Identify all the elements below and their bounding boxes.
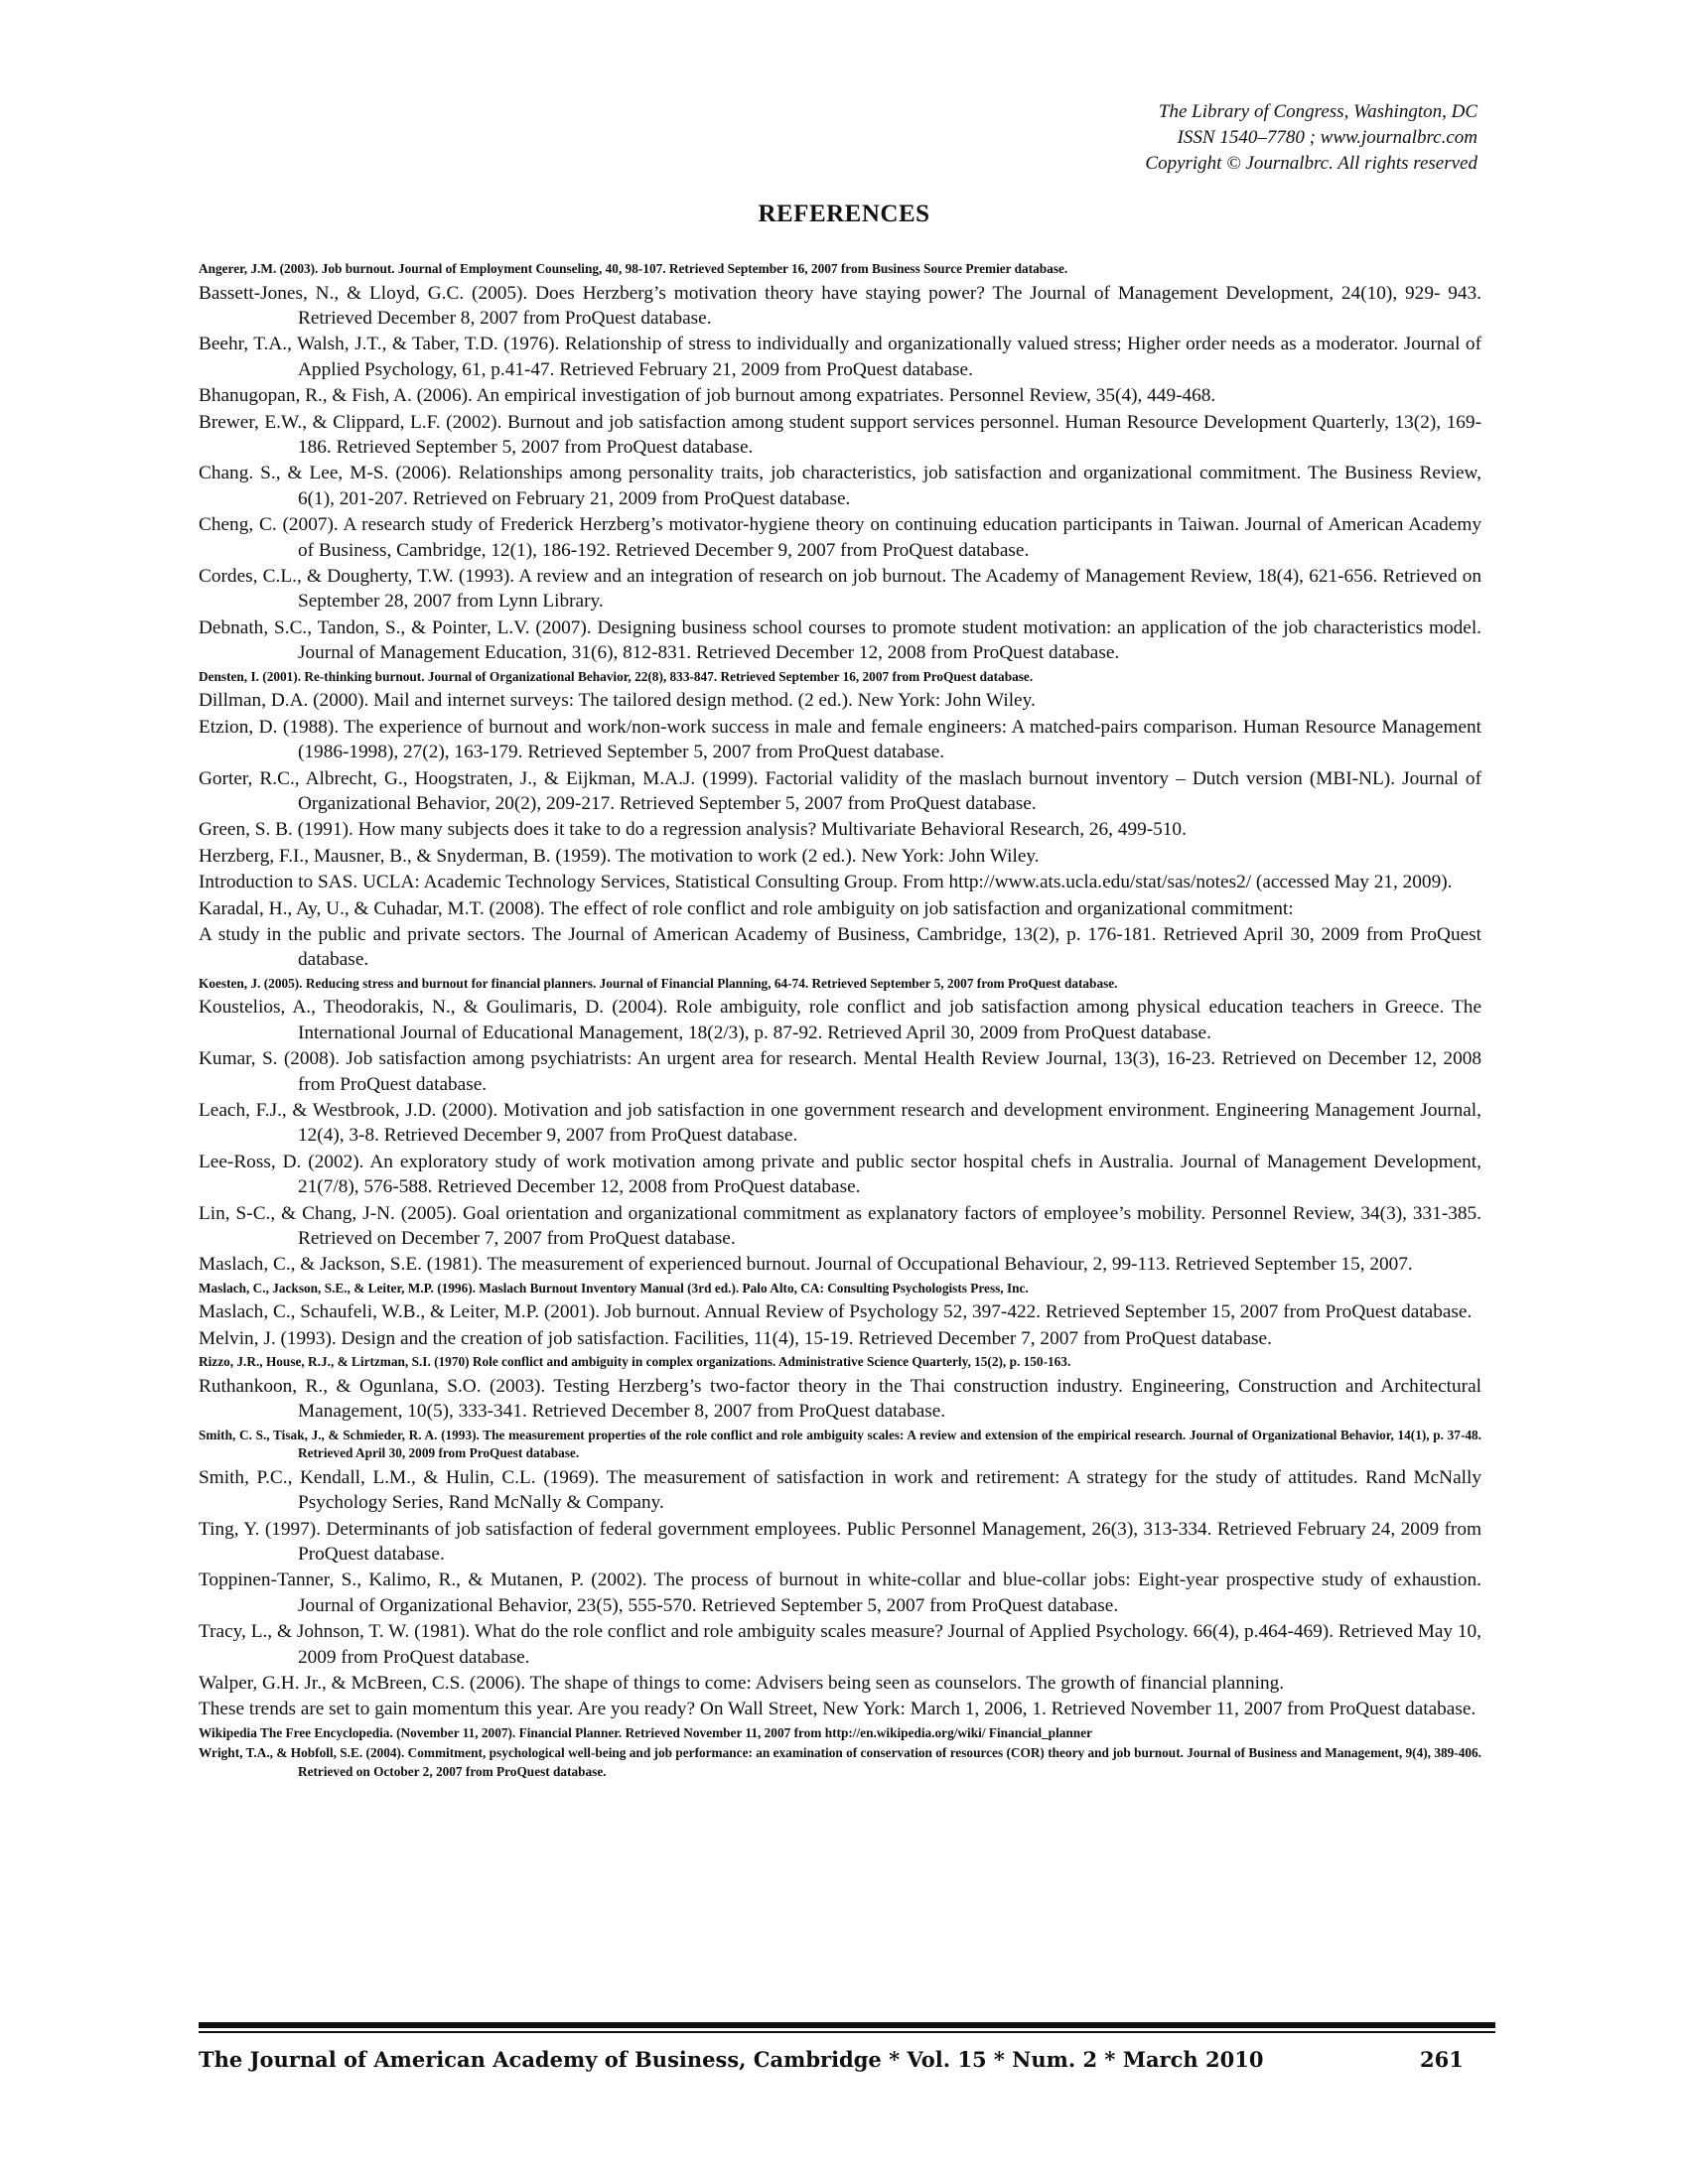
reference-entry: Gorter, R.C., Albrecht, G., Hoogstraten, J., & Eijkman, M.A.J. (1999). Factorial validity of the maslach burnout inventory – Dutch version (MBI-NL). Journal of Organizational Behavior, 20(2), 209-217. Retrieved September 5, 2007 from ProQuest database. <box>199 767 1481 814</box>
reference-entry: Lee-Ross, D. (2002). An exploratory study of work motivation among private and public sector hospital chefs in Australia. Journal of Management Development, 21(7/8), 576-588. Retrieved December 12, 2008 from ProQuest database. <box>199 1151 1481 1198</box>
reference-entry: Wright, T.A., & Hobfoll, S.E. (2004). Commitment, psychological well-being and job performance: an examination of conservation of resources (COR) theory and job burnout. Journal of Business and Management, 9(4), 389-406. Retrieved on October 2, 2007 from ProQuest database. <box>199 1745 1481 1780</box>
footer-rule-thin <box>199 2031 1495 2033</box>
header-library-line: The Library of Congress, Washington, DC <box>1158 101 1477 122</box>
reference-entry: Bhanugopan, R., & Fish, A. (2006). An empirical investigation of job burnout among expatriates. Personnel Review, 35(4), 449-468. <box>199 385 1216 407</box>
reference-entry: Koesten, J. (2005). Reducing stress and burnout for financial planners. Journal of Financial Planning, 64-74. Retrieved September 5, 2007 from ProQuest database. <box>199 975 1118 991</box>
reference-entry: Chang. S., & Lee, M-S. (2006). Relationships among personality traits, job characteristics, job satisfaction and organizational commitment. The Business Review, 6(1), 201-207. Retrieved on February 21, 2009 from ProQuest database. <box>199 463 1481 509</box>
reference-entry: Tracy, L., & Johnson, T. W. (1981). What do the role conflict and role ambiguity scales measure? Journal of Applied Psychology. 66(4), p.464-469). Retrieved May 10, 2009 from ProQuest database. <box>199 1621 1481 1668</box>
reference-entry: Koustelios, A., Theodorakis, N., & Goulimaris, D. (2004). Role ambiguity, role conflict and job satisfaction among physical education teachers in Greece. The International Journal of Educational Management, 18(2/3), p. 87-92. Retrieved April 30, 2009 from ProQuest database. <box>199 997 1481 1043</box>
reference-entry: Etzion, D. (1988). The experience of burnout and work/non-work success in male and female engineers: A matched-pairs comparison. Human Resource Management (1986-1998), 27(2), 163-179. Retrieved September 5, 2007 from ProQuest database. <box>199 716 1481 763</box>
reference-entry: Bassett-Jones, N., & Lloyd, G.C. (2005). Does Herzberg’s motivation theory have staying power? The Journal of Management Development, 24(10), 929- 943. Retrieved December 8, 2007 from ProQuest database. <box>199 282 1481 329</box>
reference-entry: Karadal, H., Ay, U., & Cuhadar, M.T. (2008). The effect of role conflict and role ambiguity on job satisfaction and organizational commitment: <box>199 897 1294 919</box>
reference-entry: Green, S. B. (1991). How many subjects does it take to do a regression analysis? Multivariate Behavioral Research, 26, 499-510. <box>199 819 1187 841</box>
reference-entry: Smith, C. S., Tisak, J., & Schmieder, R. A. (1993). The measurement properties of the role conflict and role ambiguity scales: A review and extension of the empirical research. Journal of Organizational Behavior, 14(1), p. 37-48. Retrieved April 30, 2009 from ProQuest database. <box>199 1427 1481 1461</box>
footer-rule-thick <box>199 2022 1495 2028</box>
reference-entry: Densten, I. (2001). Re-thinking burnout. Journal of Organizational Behavior, 22(8), 833-847. Retrieved September 16, 2007 from ProQuest database. <box>199 668 1034 684</box>
reference-entry: Herzberg, F.I., Mausner, B., & Snyderman, B. (1959). The motivation to work (2 ed.). New York: John Wiley. <box>199 845 1040 867</box>
reference-entry: Maslach, C., Jackson, S.E., & Leiter, M.P. (1996). Maslach Burnout Inventory Manual (3rd ed.). Palo Alto, CA: Consulting Psychologists Press, Inc. <box>199 1280 1029 1296</box>
reference-entry: Leach, F.J., & Westbrook, J.D. (2000). Motivation and job satisfaction in one government research and development environment. Engineering Management Journal, 12(4), 3-8. Retrieved December 9, 2007 from ProQuest database. <box>199 1099 1481 1147</box>
reference-entry: Smith, P.C., Kendall, L.M., & Hulin, C.L. (1969). The measurement of satisfaction in work and retirement: A strategy for the study of attitudes. Rand McNally Psychology Series, Rand McNally & Company. <box>199 1466 1481 1514</box>
header-issn-line: ISSN 1540–7780 ; www.journalbrc.com <box>1177 127 1477 148</box>
page-header <box>1145 99 1477 177</box>
reference-entry: Ruthankoon, R., & Ogunlana, S.O. (2003). Testing Herzberg’s two-factor theory in the Thai construction industry. Engineering, Construction and Architectural Management, 10(5), 333-341. Retrieved December 8, 2007 from ProQuest database. <box>199 1375 1481 1423</box>
reference-entry: Maslach, C., & Jackson, S.E. (1981). The measurement of experienced burnout. Journal of Occupational Behaviour, 2, 99-113. Retrieved September 15, 2007. <box>199 1254 1413 1276</box>
footer-journal-citation: The Journal of American Academy of Business, Cambridge * Vol. 15 * Num. 2 * March 2010 <box>199 2047 1264 2072</box>
reference-entry: Lin, S-C., & Chang, J-N. (2005). Goal orientation and organizational commitment as explanatory factors of employee’s mobility. Personnel Review, 34(3), 331-385. Retrieved on December 7, 2007 from ProQuest database. <box>199 1202 1481 1249</box>
reference-entry: Angerer, J.M. (2003). Job burnout. Journal of Employment Counseling, 40, 98-107. Retrieved September 16, 2007 from Business Source Premier database. <box>199 261 1068 276</box>
page-number: 261 <box>1420 2047 1464 2072</box>
reference-entry: Introduction to SAS. UCLA: Academic Technology Services, Statistical Consulting Group. From http://www.ats.ucla.edu/stat/sas/notes2/ (accessed May 21, 2009). <box>199 872 1453 893</box>
reference-entry: Wikipedia The Free Encyclopedia. (November 11, 2007). Financial Planner. Retrieved November 11, 2007 from http://en.wikipedia.org/wiki/ Financial_planner <box>199 1724 1093 1740</box>
reference-entry: Cordes, C.L., & Dougherty, T.W. (1993). A review and an integration of research on job burnout. The Academy of Management Review, 18(4), 621-656. Retrieved on September 28, 2007 from Lynn Library. <box>199 566 1481 613</box>
reference-entry: Brewer, E.W., & Clippard, L.F. (2002). Burnout and job satisfaction among student support services personnel. Human Resource Development Quarterly, 13(2), 169-186. Retrieved September 5, 2007 from ProQuest database. <box>199 411 1481 459</box>
header-copyright-line: Copyright © Journalbrc. All rights reserved <box>1145 153 1477 174</box>
reference-entry: Maslach, C., Schaufeli, W.B., & Leiter, M.P. (2001). Job burnout. Annual Review of Psychology 52, 397-422. Retrieved September 15, 2007 from ProQuest database. <box>199 1301 1473 1323</box>
references-title: REFERENCES <box>758 201 930 227</box>
reference-entry: Ting, Y. (1997). Determinants of job satisfaction of federal government employees. Public Personnel Management, 26(3), 313-334. Retrieved February 24, 2009 from ProQuest database. <box>199 1518 1481 1566</box>
reference-entry: Toppinen-Tanner, S., Kalimo, R., & Mutanen, P. (2002). The process of burnout in white-collar and blue-collar jobs: Eight-year prospective study of exhaustion. Journal of Organizational Behavior, 23(5), 555-570. Retrieved September 5, 2007 from ProQuest database. <box>199 1570 1481 1616</box>
reference-entry: Cheng, C. (2007). A research study of Frederick Herzberg’s motivator-hygiene theory on continuing education participants in Taiwan. Journal of American Academy of Business, Cambridge, 12(1), 186-192. Retrieved December 9, 2007 from ProQuest database. <box>199 514 1481 561</box>
reference-entry: Dillman, D.A. (2000). Mail and internet surveys: The tailored design method. (2 ed.). New York: John Wiley. <box>199 690 1036 712</box>
reference-entry: A study in the public and private sectors. The Journal of American Academy of Business, Cambridge, 13(2), p. 176-181. Retrieved April 30, 2009 from ProQuest database. <box>199 923 1481 971</box>
reference-entry: Kumar, S. (2008). Job satisfaction among psychiatrists: An urgent area for research. Mental Health Review Journal, 13(3), 16-23. Retrieved on December 12, 2008 from ProQuest database. <box>199 1048 1481 1095</box>
reference-entry: Debnath, S.C., Tandon, S., & Pointer, L.V. (2007). Designing business school courses to promote student motivation: an application of the job characteristics model. Journal of Management Education, 31(6), 812-831. Retrieved December 12, 2008 from ProQuest database. <box>199 616 1481 664</box>
reference-entry: Rizzo, J.R., House, R.J., & Lirtzman, S.I. (1970) Role conflict and ambiguity in complex organizations. Administrative Science Quarterly, 15(2), p. 150-163. <box>199 1354 1071 1370</box>
reference-entry: These trends are set to gain momentum this year. Are you ready? On Wall Street, New York: March 1, 2006, 1. Retrieved November 11, 2007 from ProQuest database. <box>199 1699 1477 1720</box>
reference-list <box>199 258 1481 1784</box>
reference-entry: Walper, G.H. Jr., & McBreen, C.S. (2006). The shape of things to come: Advisers being seen as counselors. The growth of financial planning. <box>199 1673 1285 1695</box>
reference-entry: Melvin, J. (1993). Design and the creation of job satisfaction. Facilities, 11(4), 15-19. Retrieved December 7, 2007 from ProQuest database. <box>199 1327 1272 1349</box>
reference-entry: Beehr, T.A., Walsh, J.T., & Taber, T.D. (1976). Relationship of stress to individually and organizationally valued stress; Higher order needs as a moderator. Journal of Applied Psychology, 61, p.41-47. Retrieved February 21, 2009 from ProQuest database. <box>199 334 1481 380</box>
